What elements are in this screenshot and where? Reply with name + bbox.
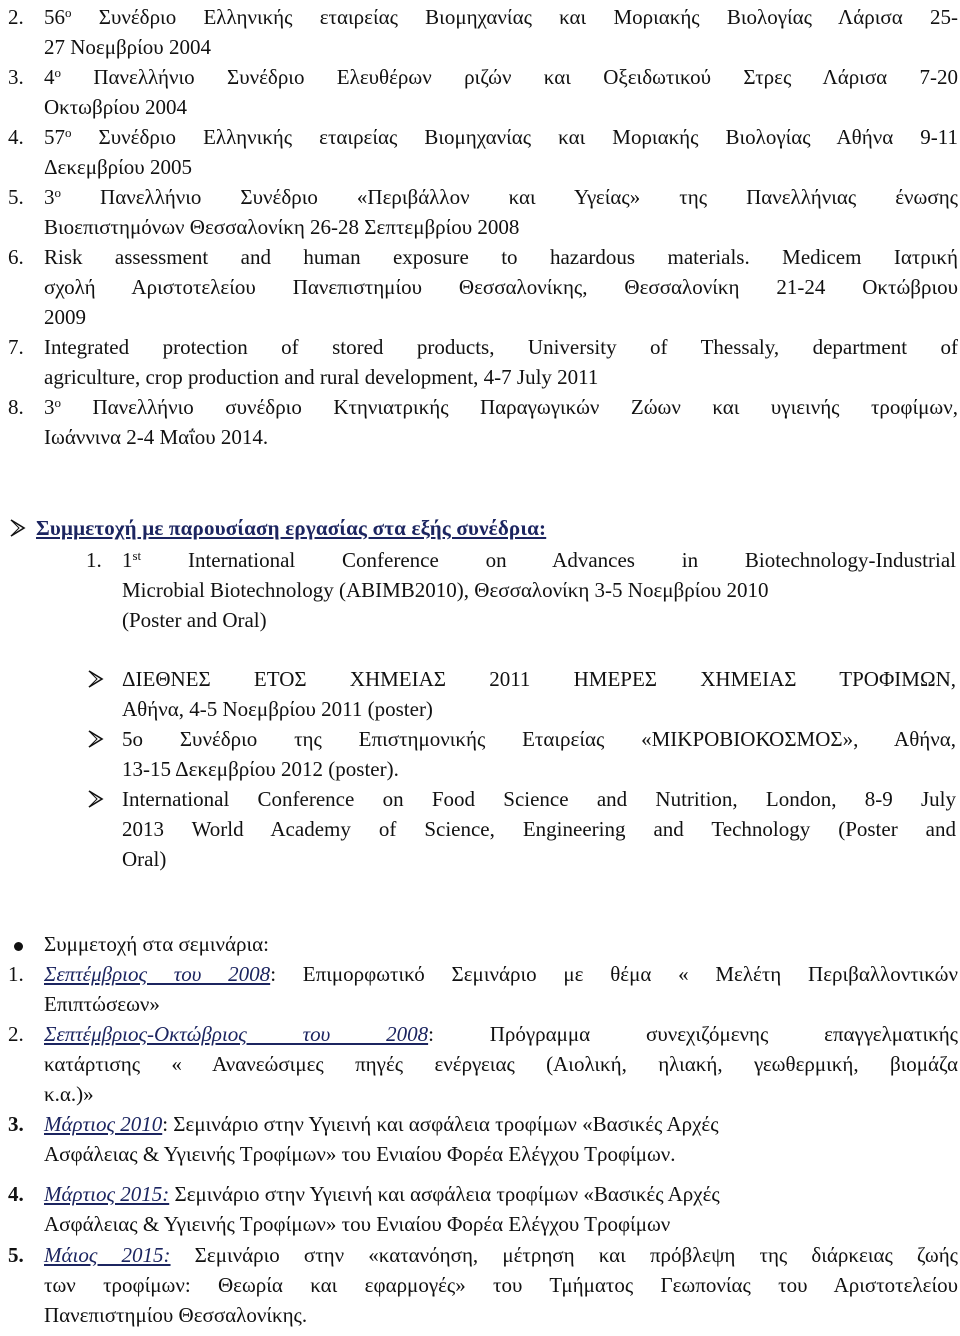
- list-item: [86, 724, 956, 784]
- seminar-text-cont: των τροφίμων: Θεωρία και εφαρμογές» του Τμήματος Γεωπονίας του Αριστοτελείου: [44, 1273, 958, 1297]
- list-number: 1.: [8, 962, 24, 986]
- seminar-text: Σεπτέμβριος-Οκτώβριος του 2008: Πρόγραμμα συνεχιζόμενης επαγγελματικής: [44, 1022, 958, 1046]
- seminar-date: Σεπτέμβριος του 2008: [44, 962, 271, 986]
- list-item: [8, 332, 958, 392]
- list-text: $56^o$ Συνέδριο Ελληνικής εταιρείας Βιομηχανίας και Μοριακής Βιολογίας Λάρισα 25-: [44, 5, 958, 29]
- list-text-cont: 27 Νοεμβρίου 2004: [44, 35, 211, 59]
- list-text-cont: Ιωάννινα 2-4 Μαΐου 2014.: [44, 425, 269, 449]
- seminar-text: Μάιος 2015: Σεμινάριο στην «κατανόηση, μέτρηση και πρόβλεψη της διάρκειας ζωής: [44, 1243, 958, 1267]
- seminar-text: Μάρτιος 2010: Σεμινάριο στην Υγιεινή και ασφάλεια τροφίμων «Βασικές Αρχές: [44, 1112, 719, 1136]
- seminar-item: [8, 1240, 958, 1330]
- seminar-text: Μάρτιος 2015: Σεμινάριο στην Υγιεινή και ασφάλεια τροφίμων «Βασικές Αρχές: [44, 1182, 720, 1206]
- seminar-item: [8, 959, 958, 1019]
- seminar-text: Σεπτέμβριος του 2008: Επιμορφωτικό Σεμινάριο με θέμα « Μελέτη Περιβαλλοντικών: [44, 962, 958, 986]
- list-number: 4.: [8, 125, 24, 149]
- list-text-cont: σχολή Αριστοτελείου Πανεπιστημίου Θεσσαλονίκης, Θεσσαλονίκη 21-24 Οκτώβριου: [44, 275, 958, 299]
- list-text: 5ο Συνέδριο της Επιστημονικής Εταιρείας «ΜΙΚΡΟΒΙΟΚΟΣΜΟΣ», Αθήνα,: [122, 727, 956, 751]
- list-text: ΔΙΕΘΝΕΣ ΕΤΟΣ ΧΗΜΕΙΑΣ 2011 ΗΜΕΡΕΣ ΧΗΜΕΙΑΣ ΤΡΟΦΙΜΩΝ,: [122, 667, 956, 691]
- list-text: $57^o$ Συνέδριο Ελληνικής εταιρείας Βιομηχανίας και Μοριακής Βιολογίας Αθήνα 9-11: [44, 125, 958, 149]
- list-item: [8, 2, 958, 62]
- list-item: [86, 545, 956, 635]
- list-item: [8, 242, 958, 332]
- list-item: [8, 62, 958, 122]
- list-text-cont: agriculture, crop production and rural development, 4-7 July 2011: [44, 365, 599, 389]
- list-text-cont: Βιοεπιστημόνων Θεσσαλονίκη 26-28 Σεπτεμβρίου 2008: [44, 215, 520, 239]
- list-number: 8.: [8, 395, 24, 419]
- list-text: $3^o$ Πανελλήνιο συνέδριο Κτηνιατρικής Παραγωγικών Ζώων και υγιεινής τροφίμων,: [44, 395, 958, 419]
- seminars-title: Συμμετοχή στα σεμινάρια:: [44, 932, 269, 956]
- seminar-item: [8, 1179, 958, 1239]
- list-text: $3^o$ Πανελλήνιο Συνέδριο «Περιβάλλον και Υγείας» της Πανελλήνιας ένωσης: [44, 185, 958, 209]
- list-text-cont: 13-15 Δεκεμβρίου 2012 (poster).: [122, 757, 399, 781]
- list-item: [86, 784, 956, 874]
- seminar-text-cont: Πανεπιστημίου Θεσσαλονίκης.: [44, 1303, 308, 1327]
- list-text-cont: Δεκεμβρίου 2005: [44, 155, 192, 179]
- seminars-title-row: [8, 929, 958, 959]
- list-text-cont: (Poster and Oral): [122, 608, 267, 632]
- list-text: Integrated protection of stored products, University of Thessaly, department of: [44, 335, 958, 359]
- list-number: 4.: [8, 1182, 24, 1206]
- list-text: Risk assessment and human exposure to hazardous materials. Medicem Ιατρική: [44, 245, 958, 269]
- list-text-cont: 2013 World Academy of Science, Engineering and Technology (Poster and: [122, 817, 956, 841]
- participation-heading: Συμμετοχή με παρουσίαση εργασίας στα εξής συνέδρια:: [36, 516, 547, 540]
- seminar-date: Σεπτέμβριος-Οκτώβριος του 2008: [44, 1022, 429, 1046]
- list-item: [86, 664, 956, 724]
- list-number: 5.: [8, 185, 24, 209]
- seminar-text-cont: Επιπτώσεων»: [44, 992, 160, 1016]
- seminar-item: [8, 1109, 958, 1169]
- list-number: 2.: [8, 1022, 24, 1046]
- list-number: 5.: [8, 1243, 24, 1267]
- seminar-text-cont: Ασφάλειας & Υγιεινής Τροφίμων» του Ενιαίου Φορέα Ελέγχου Τροφίμων.: [44, 1142, 676, 1166]
- seminar-date: Μάιος 2015:: [44, 1243, 171, 1267]
- list-text-cont: Οκτωβρίου 2004: [44, 95, 187, 119]
- list-number: 6.: [8, 245, 24, 269]
- list-item: [8, 392, 958, 452]
- list-number: 7.: [8, 335, 24, 359]
- list-text: $4^o$ Πανελλήνιο Συνέδριο Ελευθέρων ριζών και Οξειδωτικού Στρες Λάρισα 7-20: [44, 65, 958, 89]
- list-number: 3.: [8, 65, 24, 89]
- arrow-bullet-icon: [8, 514, 28, 542]
- list-text: 1st International Conference on Advances in Biotechnology-Industrial: [122, 548, 956, 572]
- seminar-text-cont: κατάρτισης « Ανανεώσιμες πηγές ενέργειας (Αιολική, ηλιακή, γεωθερμική, βιομάζα: [44, 1052, 958, 1076]
- list-number: 2.: [8, 5, 24, 29]
- list-item: [8, 122, 958, 182]
- seminar-date: Μάρτιος 2010: [44, 1112, 163, 1136]
- list-text-cont: Αθήνα, 4-5 Νοεμβρίου 2011 (poster): [122, 697, 433, 721]
- bullet-icon: [14, 942, 23, 951]
- list-text-cont: Microbial Biotechnology (ABIMB2010), Θεσσαλονίκη 3-5 Νοεμβρίου 2010: [122, 578, 769, 602]
- list-item: [8, 182, 958, 242]
- seminar-text-cont: Ασφάλειας & Υγιεινής Τροφίμων» του Ενιαίου Φορέα Ελέγχου Τροφίμων: [44, 1212, 671, 1236]
- seminar-text-cont: κ.α.)»: [44, 1082, 94, 1106]
- seminar-date: Μάρτιος 2015:: [44, 1182, 170, 1206]
- list-text: International Conference on Food Science and Nutrition, London, 8-9 July: [122, 787, 956, 811]
- list-number: 3.: [8, 1112, 24, 1136]
- list-number: 1.: [86, 548, 102, 572]
- list-text-cont: Oral): [122, 847, 167, 871]
- seminar-item: [8, 1019, 958, 1109]
- list-text-cont: 2009: [44, 305, 86, 329]
